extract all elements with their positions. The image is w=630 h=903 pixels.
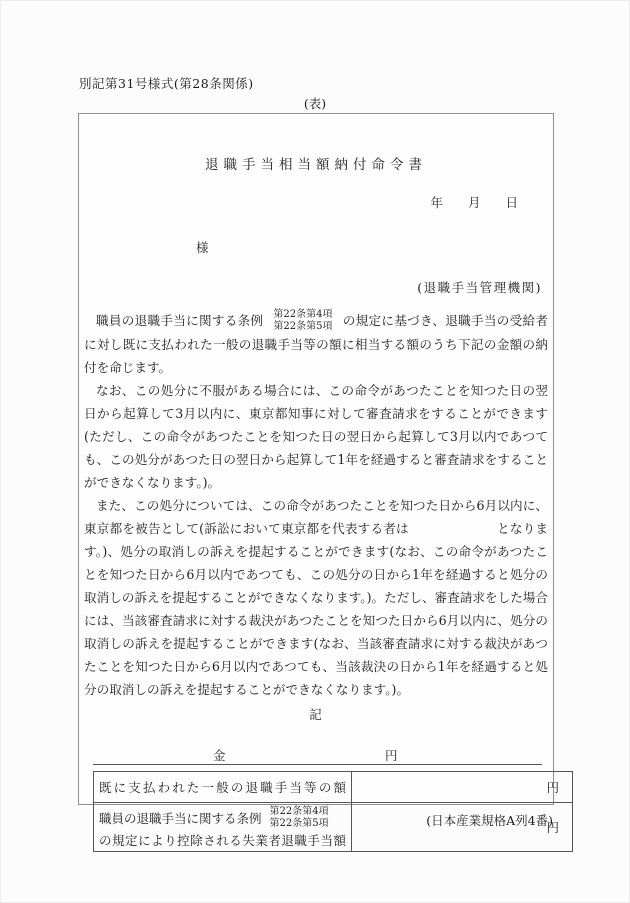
record-marker: 記 bbox=[309, 707, 323, 722]
row1-amount-cell: 円 bbox=[352, 772, 573, 803]
row2-amount-cell: 円 bbox=[352, 803, 573, 852]
clause-reference-stack bbox=[270, 806, 329, 829]
para1-lead: 職員の退職手当に関する条例 bbox=[96, 313, 264, 328]
clause-bottom: 第22条第5項 bbox=[269, 817, 329, 829]
paragraph-appeal-notice: なお、この処分に不服がある場合には、この命令があつたことを知つた日の翌日から起算して3月以内に、東京都知事に対して審査請求をすることができます(ただし、この命令があつたことを知つた日の翌日から起算して3月以内であつても、この処分があつた日の翌日から起算して1年を経過すると審査請求をすることができなくなります。)。 bbox=[84, 383, 548, 490]
amount-suffix: 円 bbox=[385, 748, 398, 763]
front-side-label: (表) bbox=[303, 96, 327, 111]
clause-reference-stack bbox=[273, 309, 332, 332]
row2-label bbox=[94, 803, 352, 852]
body-text bbox=[84, 309, 548, 701]
clause-bottom: 第22条第5項 bbox=[273, 320, 333, 332]
para1-tail: の規定に基づき、退職手当の受給者に対し既に支払われた一般の退職手当等の額に相当する額のうち下記の金額の納付を命じます。 bbox=[84, 313, 548, 375]
form-number-label: 別記第31号様式(第28条関係) bbox=[79, 76, 254, 91]
row2-label-line1 bbox=[99, 805, 346, 830]
row2-label-lead: 職員の退職手当に関する条例 bbox=[99, 810, 262, 826]
total-amount-line bbox=[93, 749, 542, 765]
amount-prefix: 金 bbox=[213, 748, 226, 763]
addressee-honorific: 様 bbox=[196, 240, 209, 255]
clause-top: 第22条第4項 bbox=[273, 309, 333, 320]
row1-label: 既に支払われた一般の退職手当等の額 bbox=[94, 772, 352, 803]
clause-top: 第22条第4項 bbox=[269, 806, 329, 817]
paper-size-note: (日本産業規格A列4番) bbox=[426, 813, 553, 828]
issuing-authority: (退職手当管理機関) bbox=[417, 280, 542, 295]
document-title: 退職手当相当額納付命令書 bbox=[205, 157, 427, 173]
paragraph-lawsuit-notice bbox=[84, 494, 548, 701]
table-row-paid-allowance bbox=[94, 772, 573, 803]
row2-label-line2: の規定により控除される失業者退職手当額 bbox=[99, 833, 346, 848]
para3-head: また、この処分については、この命令があつたことを知つた日から6月以内に、東京都を被告として(訴訟において東京都を代表する者は bbox=[84, 498, 548, 536]
paragraph-order-statement bbox=[84, 309, 548, 379]
date-line: 年 月 日 bbox=[430, 195, 518, 210]
para3-tail: となります。)、処分の取消しの訴えを提起することができます(なお、この命令があつたことを知つた日から6月以内であつても、この処分の日から1年を経過すると処分の取消しの訴えを提起することができなくなります。)。ただし、審査請求をした場合には、当該審査請求に対する裁決があつたことを知つた日から6月以内に、処分の取消しの訴えを提起することができます(なお、当該審査請求に対する裁決があつたことを知つた日から6月以内であつても、当該裁決の日から1年を経過すると処分の取消しの訴えを提起することができなくなります。)。 bbox=[84, 521, 548, 697]
